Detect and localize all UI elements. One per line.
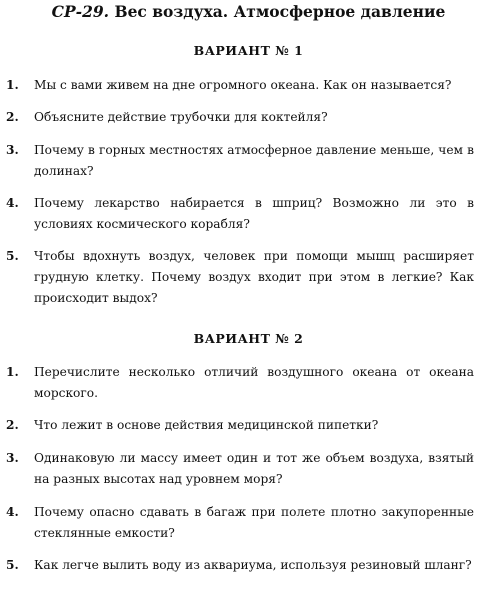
question-text: Как легче вылить воду из аквариума, используя резиновый шланг?: [34, 558, 472, 572]
question-number: 3.: [6, 143, 19, 157]
question-text: Что лежит в основе действия медицинской пипетки?: [34, 418, 379, 432]
question-number: 1.: [6, 78, 19, 92]
worksheet-code: СР-29.: [51, 2, 110, 21]
question-text: Перечислите несколько отличий воздушного океана от океана морского.: [34, 365, 474, 400]
question-number: 2.: [6, 110, 19, 124]
question-text: Почему опасно сдавать в багаж при полете плотно закупоренные стеклянные емкости?: [34, 505, 474, 540]
question-number: 5.: [6, 558, 19, 572]
question-text: Чтобы вдохнуть воздух, человек при помощи мышц расширяет грудную клетку. Почему воздух входит при этом в легкие? Как происходит выдох?: [34, 249, 474, 305]
page-title: [0, 2, 497, 21]
question-number: 4.: [6, 505, 19, 519]
question-text: Почему в горных местностях атмосферное давление меньше, чем в долинах?: [34, 143, 474, 178]
question-text: Одинаковую ли массу имеет один и тот же объем воздуха, взятый на разных высотах над уровнем моря?: [34, 451, 474, 486]
question-text: Почему лекарство набирается в шприц? Возможно ли это в условиях космического корабля?: [34, 196, 474, 231]
question-number: 3.: [6, 451, 19, 465]
variant-1-heading: ВАРИАНТ № 1: [193, 43, 304, 58]
question-text: Объясните действие трубочки для коктейля?: [34, 110, 328, 124]
question-number: 5.: [6, 249, 19, 263]
worksheet-title-text: Вес воздуха. Атмосферное давление: [114, 2, 446, 21]
question-number: 2.: [6, 418, 19, 432]
question-number: 1.: [6, 365, 19, 379]
question-text: Мы с вами живем на дне огромного океана. Как он называется?: [34, 78, 452, 92]
variant-2-heading: ВАРИАНТ № 2: [193, 331, 304, 346]
question-number: 4.: [6, 196, 19, 210]
